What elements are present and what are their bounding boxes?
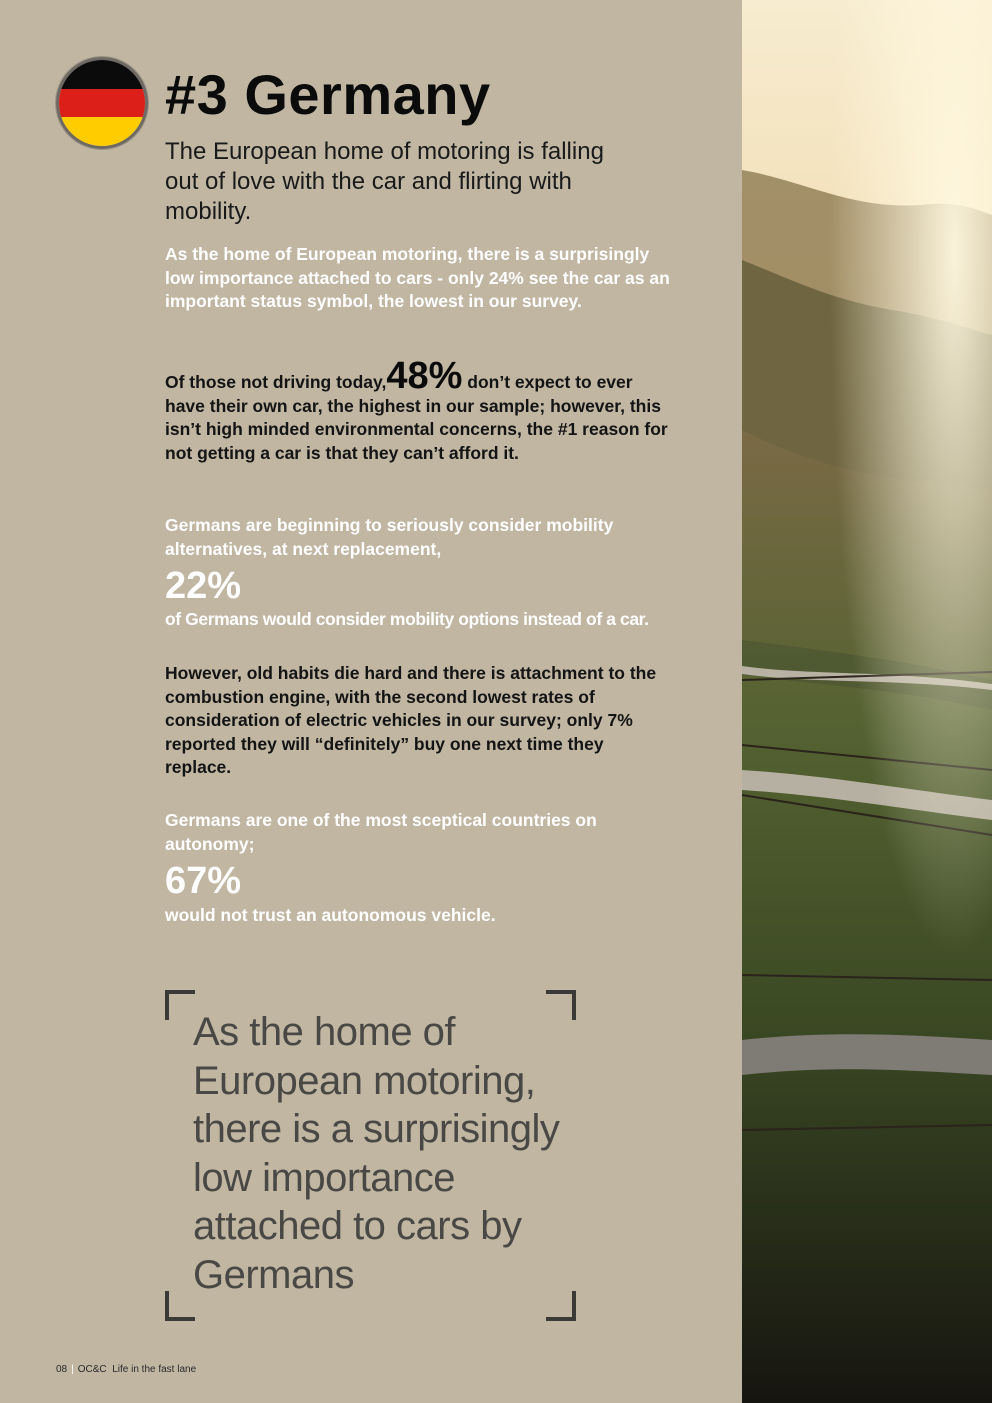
footer-publication: Life in the fast lane [112,1364,197,1375]
paragraph-not-driving-rest: don’t expect to ever have their own car, the highest in our sample; however, this isn’t high minded environmental concerns, the #1 reason for not getting a car is that they can’t afford it. [165,372,668,463]
pull-quote: As the home of European motoring, there is a surprisingly low importance attached to cars by Germans [193,1010,560,1297]
stat-48-percent: 48% [386,355,463,397]
paragraph-status-symbol: As the home of European motoring, there is a surprisingly low importance attached to cars - only 24% see the car as an important status symbol, the lowest in our survey. [165,244,670,311]
quote-bracket-top-left [165,990,195,1020]
page-title: #3 Germany [165,63,491,126]
paragraph-mobility-tail: of Germans would consider mobility options instead of a car. [165,609,649,629]
stat-22-percent: 22% [165,565,242,607]
footer-brand: OC&C [77,1364,107,1375]
landscape-photo [742,0,992,1403]
paragraph-not-driving [165,355,670,465]
paragraph-mobility: Germans are beginning to seriously consider mobility alternatives, at next replacement, [165,515,614,559]
paragraph-not-driving-lead: Of those not driving today, [165,372,387,392]
stat-67-percent: 67% [165,860,242,902]
germany-flag-icon [56,57,148,149]
paragraph-autonomy-tail: would not trust an autonomous vehicle. [165,905,496,925]
page-number: 08 [56,1364,68,1375]
paragraph-combustion: However, old habits die hard and there is attachment to the combustion engine, with the second lowest rates of consideration of electric vehicles in our survey; only 7% reported they will “definitely” buy one next time they replace. [165,663,657,777]
footer: 08 | OC&C Life in the fast lane [56,1364,197,1375]
quote-bracket-bottom-left [165,1291,195,1321]
paragraph-autonomy: Germans are one of the most sceptical countries on autonomy; [165,810,597,854]
page-subtitle: The European home of motoring is falling out of love with the car and flirting with mobility. [165,138,604,225]
